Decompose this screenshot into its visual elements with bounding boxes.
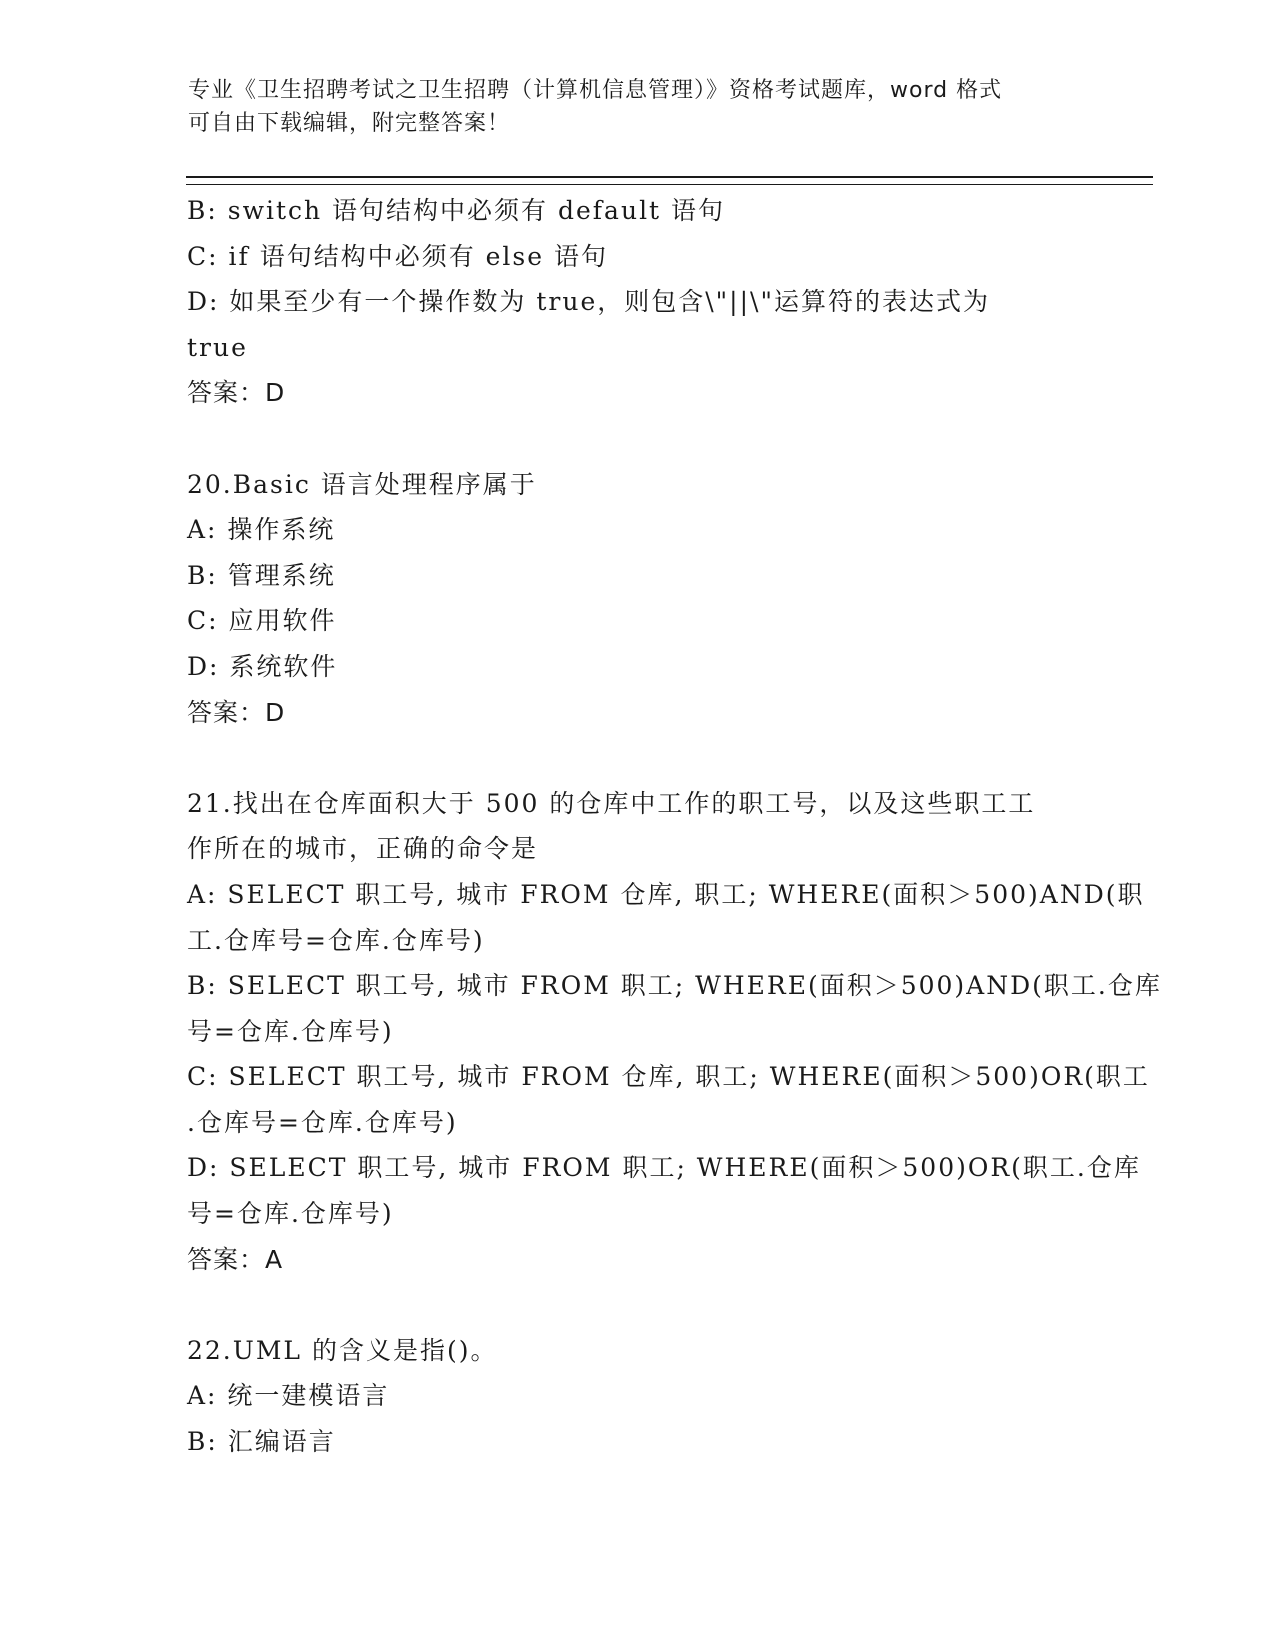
q21-question-line-1: 21.找出在仓库面积大于 500 的仓库中工作的职工号，以及这些职工工 (187, 788, 1036, 818)
q21-option-a-line-2: 工.仓库号=仓库.仓库号) (187, 925, 485, 955)
q21-option-d-line-1: D: SELECT 职工号, 城市 FROM 职工; WHERE(面积＞500)OR(职工.仓库 (187, 1153, 1141, 1183)
q22-option-b: B: 汇编语言 (187, 1427, 336, 1457)
header-line-2: 可自由下载编辑，附完整答案！ (188, 111, 511, 136)
q21-option-b-line-1: B: SELECT 职工号, 城市 FROM 职工; WHERE(面积＞500)AND(职工.仓库 (187, 971, 1162, 1001)
q21-answer: 答案：A (187, 1244, 284, 1274)
q22-question: 22.UML 的含义是指()。 (187, 1335, 498, 1365)
question-19-block (187, 188, 1087, 416)
q21-option-c-line-1: C: SELECT 职工号, 城市 FROM 仓库, 职工; WHERE(面积＞500)OR(职工 (187, 1062, 1150, 1092)
q22-option-a: A: 统一建模语言 (187, 1381, 390, 1411)
question-list (187, 188, 1162, 1465)
q20-answer: 答案：D (187, 697, 286, 727)
q20-option-a: A: 操作系统 (187, 515, 336, 545)
q19-option-c: C: if 语句结构中必须有 else 语句 (187, 241, 609, 271)
q20-option-b: B: 管理系统 (187, 560, 336, 590)
header-divider (186, 176, 1153, 185)
spacer (187, 416, 1087, 462)
q19-answer: 答案：D (187, 378, 286, 408)
q19-option-d-line-2: true (187, 332, 248, 362)
q21-option-a-line-1: A: SELECT 职工号, 城市 FROM 仓库, 职工; WHERE(面积＞500)AND(职 (187, 879, 1145, 909)
q21-option-b-line-2: 号=仓库.仓库号) (187, 1016, 394, 1046)
question-22-block (187, 1328, 1087, 1465)
q21-option-d-line-2: 号=仓库.仓库号) (187, 1199, 394, 1229)
q20-question: 20.Basic 语言处理程序属于 (187, 469, 537, 499)
q20-option-c: C: 应用软件 (187, 606, 337, 636)
question-20-block (187, 462, 1087, 736)
header-line-1: 专业《卫生招聘考试之卫生招聘（计算机信息管理）》资格考试题库，word 格式 (188, 78, 1003, 103)
spacer (187, 735, 1087, 781)
q21-option-c-line-2: .仓库号=仓库.仓库号) (187, 1107, 458, 1137)
spacer (187, 1282, 1087, 1328)
q21-question-line-2: 作所在的城市，正确的命令是 (187, 834, 539, 864)
document-header (188, 74, 1068, 140)
question-21-block (187, 781, 1162, 1283)
q19-option-b: B: switch 语句结构中必须有 default 语句 (187, 196, 726, 225)
q20-option-d: D: 系统软件 (187, 651, 338, 681)
q19-option-d-line-1: D: 如果至少有一个操作数为 true，则包含\"||\"运算符的表达式为 (187, 287, 990, 317)
